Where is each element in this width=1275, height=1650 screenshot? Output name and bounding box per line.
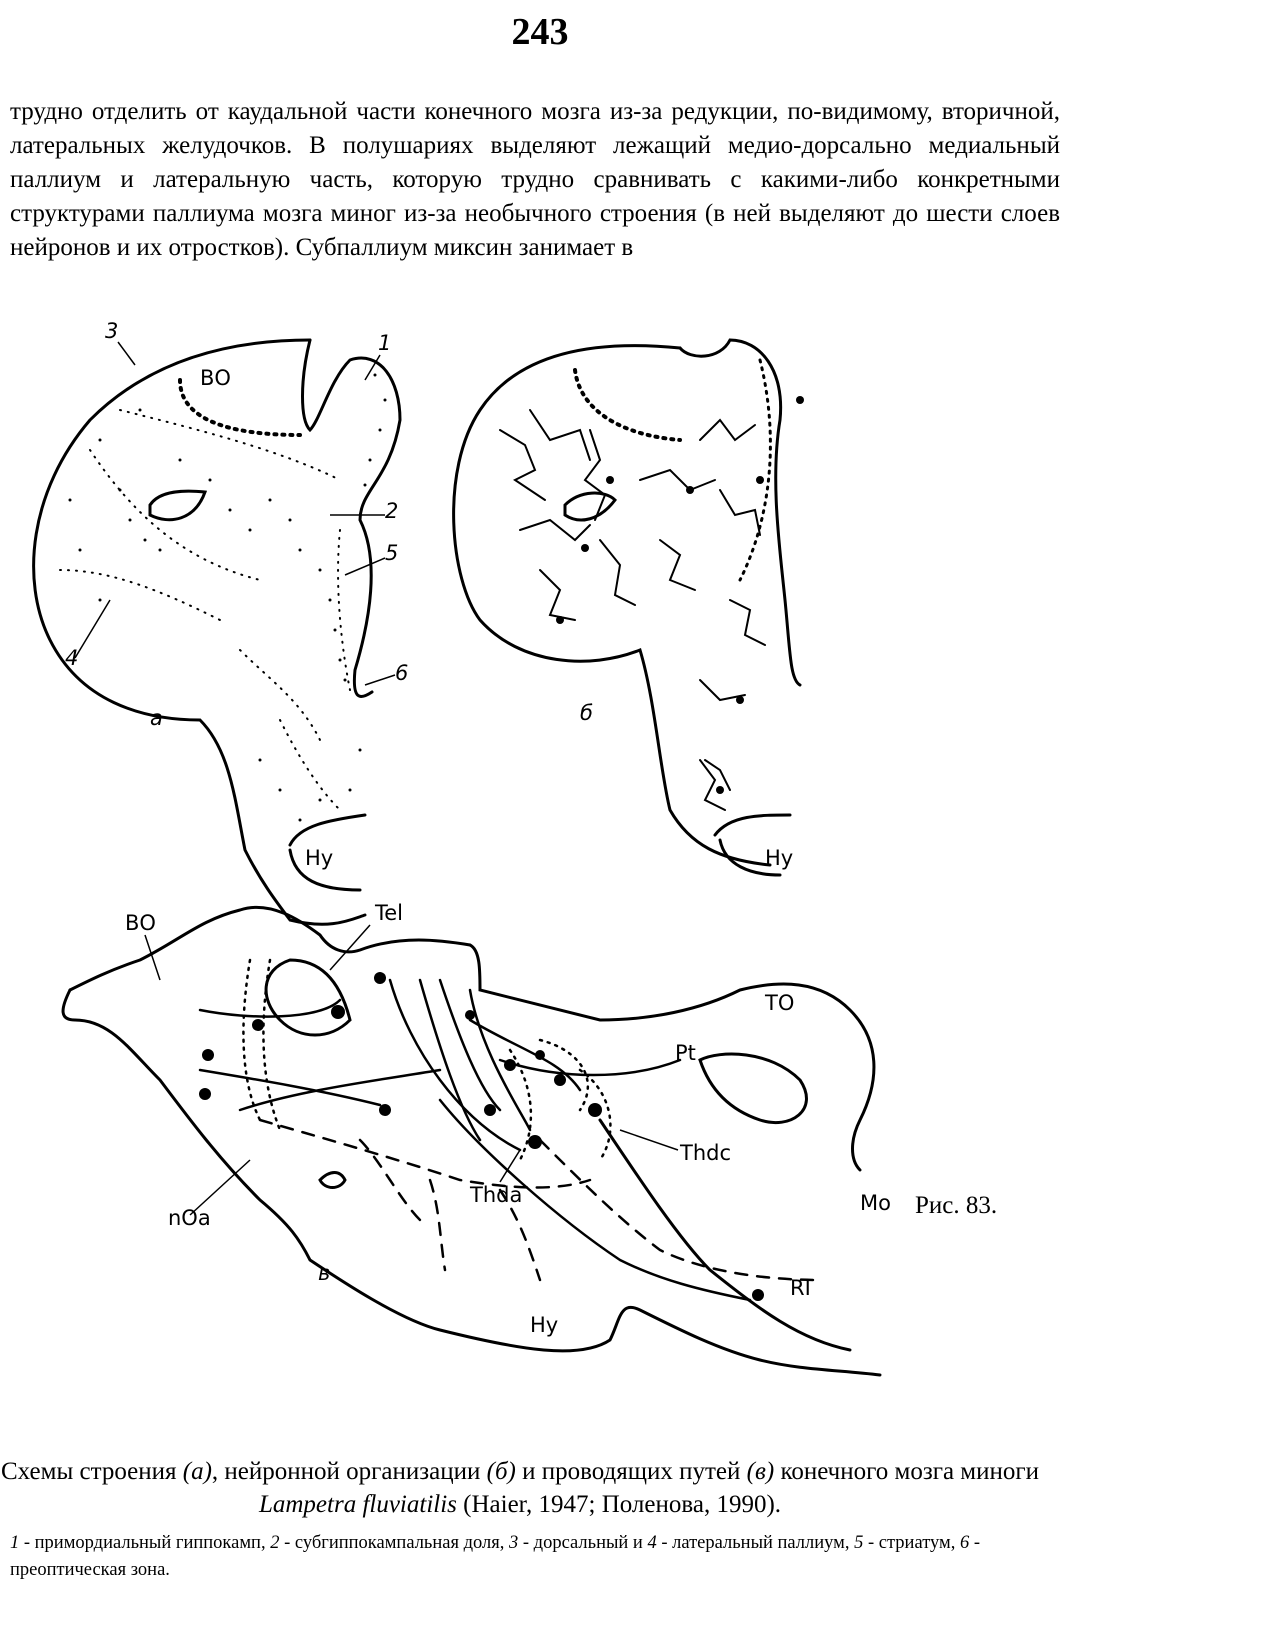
panel-a-num-6: 6	[395, 661, 409, 685]
panel-a-num-5: 5	[385, 541, 399, 565]
panel-a-num-4: 4	[65, 646, 79, 670]
figure-83	[0, 320, 1275, 1460]
figure-label: Рис. 83.	[915, 1192, 998, 1219]
panel-a-outline	[34, 340, 400, 924]
label-leaders	[75, 342, 678, 1215]
page-number: 243	[511, 11, 569, 53]
figure-legend: 1 - примордиальный гиппокамп, 2 - субгиппокампальная доля, 3 - дорсальный и 4 - латеральный паллиум, 5 - стриатум, 6 - преоптическая зона.	[10, 1533, 981, 1580]
panel-v-label-to: TO	[765, 991, 795, 1015]
panel-v-outline	[63, 907, 880, 1375]
panel-a-stipple	[69, 374, 387, 822]
panel-a-letter: а	[150, 706, 163, 730]
panel-v-label-thda: Thda	[470, 1183, 523, 1207]
panel-a-label-hy: Hy	[305, 846, 334, 870]
panel-a-num-1: 1	[378, 331, 392, 355]
panel-v-label-noa: nOa	[168, 1206, 211, 1230]
panel-v-label-tel: Tel	[375, 901, 404, 925]
panel-a-label-bo: ВО	[200, 366, 231, 390]
panel-v-letter: в	[318, 1261, 331, 1285]
panel-b-outline	[454, 340, 800, 875]
panel-b-letter: б	[580, 701, 593, 725]
panel-a-num-3: 3	[105, 320, 119, 343]
panel-v-label-bo: ВО	[125, 911, 156, 935]
figure-drawing	[0, 320, 1275, 1460]
panel-b-label-hy: Hy	[765, 846, 794, 870]
body-paragraph: трудно отделить от каудальной части конечного мозга из-за редукции, по-видимому, вторичной, латеральных желудочков. В полушариях выделяют лежащий медио-дорсально медиальный паллиум и латеральную часть, которую трудно сравнивать с какими-либо конкретными структурами паллиума мозга миног из-за необычного строения (в ней выделяют до шести слоев нейронов и их отростков). Субпаллиум миксин занимает в	[10, 98, 1060, 261]
panel-a-num-2: 2	[385, 499, 399, 523]
panel-v-label-hy: Hy	[530, 1313, 559, 1337]
panel-v-label-mo: Mo	[860, 1191, 891, 1215]
panel-v-label-thdc: Thdc	[680, 1141, 732, 1165]
panel-v-label-pt: Pt	[675, 1041, 696, 1065]
figure-caption: Схемы строения (а), нейронной организации (б) и проводящих путей (в) конечного мозга миноги Lampetra fluviatilis (Haier, 1947; Поленова, 1990).	[0, 1458, 1040, 1518]
panel-v-label-ri: RI	[790, 1276, 811, 1300]
